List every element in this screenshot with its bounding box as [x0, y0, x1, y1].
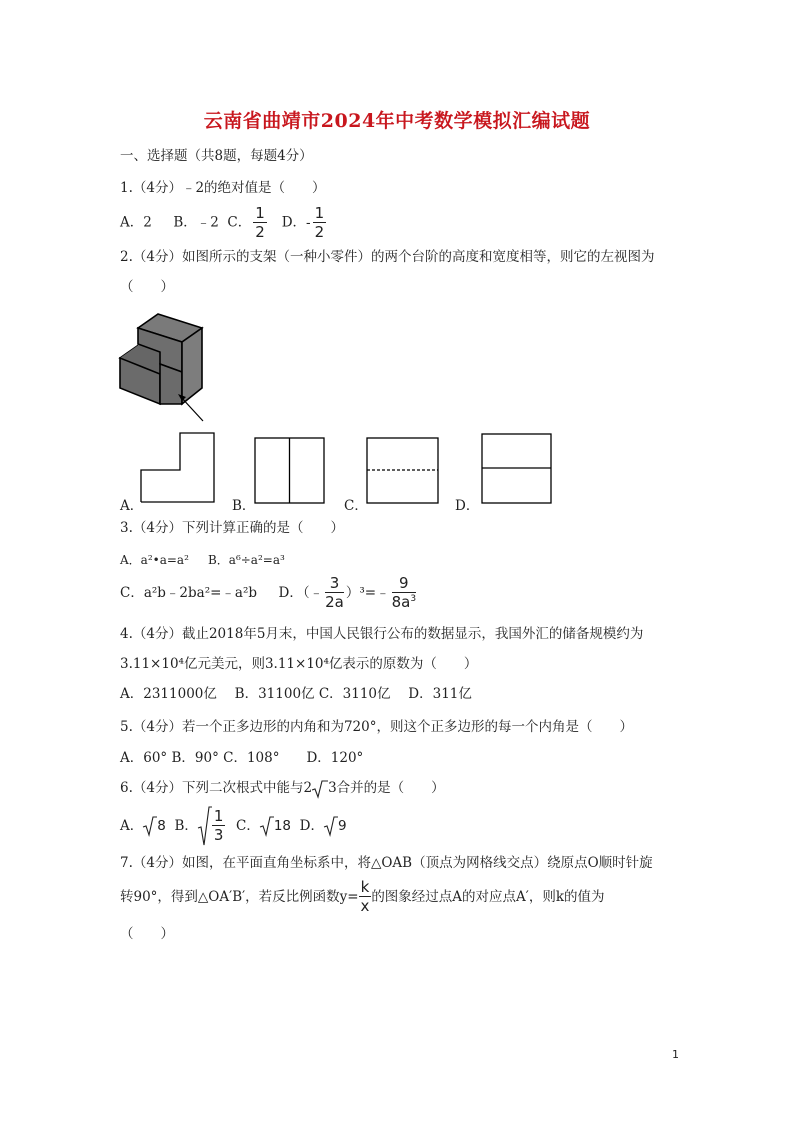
q3-options-cd: C．a²b﹣2ba²=﹣a²b D．（﹣ $\frac{3}{2a}$ ）³=﹣ $\frac{9}{8a^3}$: [120, 574, 417, 611]
question-4: 4.（4分）截止2018年5月末，中国人民银行公布的数据显示，我国外汇的储备规模约为: [120, 626, 644, 642]
bracket-solid-figure: [118, 308, 218, 426]
q3-option-d: D．（﹣: [278, 585, 324, 601]
q3-option-c: C．a²b﹣2ba²=﹣a²b: [120, 585, 258, 601]
sqrt-icon: [143, 816, 157, 836]
question-7: 7.（4分）如图，在平面直角坐标系中，将△OAB（顶点为网格线交点）绕原点O顺时针旋: [120, 855, 653, 871]
sqrt-icon: [198, 806, 212, 846]
sqrt-icon: [260, 816, 274, 836]
q2-option-d-label: D．: [455, 498, 480, 514]
sqrt-icon: [324, 816, 338, 836]
question-2: 2.（4分）如图所示的支架（一种小零件）的两个台阶的高度和宽度相等，则它的左视图为: [120, 249, 655, 265]
q1-option-c: C．: [227, 214, 252, 231]
question-7-paren: （ ）: [120, 926, 174, 942]
q3-d-fraction-1: $\frac{3}{2a}$: [325, 574, 344, 611]
q2-option-a-label: A．: [120, 498, 144, 514]
page-number: 1: [672, 1048, 679, 1061]
q3-option-a: A．a²•a=a²: [120, 553, 189, 567]
question-1: 1.（4分）﹣2的绝对值是（ ）: [120, 180, 326, 196]
q2-option-a-figure: [140, 432, 216, 504]
q3-option-b: B．a⁶÷a²=a³: [207, 553, 285, 567]
q3-options-ab: [120, 551, 285, 569]
q1-option-d: D．: [281, 214, 307, 231]
sqrt-icon: [312, 780, 328, 798]
q2-option-c-figure: [366, 437, 440, 505]
question-3: 3.（4分）下列计算正确的是（ ）: [120, 520, 344, 536]
q4-options: A．2311000亿 B．31100亿 C．3110亿 D．311亿: [120, 686, 472, 702]
q2-option-b-label: B．: [232, 498, 256, 514]
q6-b-fraction: $\frac{1}{3}$: [213, 807, 224, 844]
q1-options: A．2 B．﹣2 C． $\frac{1}{2}$ D．- $\frac{1}{2}$: [120, 204, 325, 241]
q1-d-fraction: $\frac{1}{2}$: [314, 204, 325, 241]
q6-options: A． 8 B． $\frac{1}{3}$ C． 18 D． 9: [120, 807, 347, 844]
question-6: 6.（4分）下列二次根式中能与2 3合并的是（ ）: [120, 780, 445, 796]
question-7-line2: 转90°，得到△OA′B′，若反比例函数y= $\frac{k}{x}$ 的图象经过点A的对应点A′，则k的值为: [120, 878, 605, 915]
q1-option-a: A．2: [120, 214, 152, 231]
question-5: 5.（4分）若一个正多边形的内角和为720°，则这个正多边形的每一个内角是（ ）: [120, 719, 633, 735]
q2-option-c-label: C．: [344, 498, 368, 514]
q7-k-over-x: $\frac{k}{x}$: [360, 878, 370, 915]
question-4-line2: 3.11×10⁴亿元美元，则3.11×10⁴亿表示的原数为（ ）: [120, 656, 478, 672]
q1-c-fraction: $\frac{1}{2}$: [255, 204, 265, 241]
page-title: 云南省曲靖市2024年中考数学模拟汇编试题: [203, 110, 591, 132]
q2-option-b-figure: [254, 437, 326, 505]
q3-d-fraction-2: $\frac{9}{8a^3}$: [391, 574, 417, 611]
section-heading: 一、选择题（共8题，每题4分）: [120, 148, 313, 164]
question-2-paren: （ ）: [120, 279, 174, 295]
q5-options: A．60° B．90° C．108° D．120°: [120, 750, 364, 766]
q1-option-b: B．﹣2: [173, 214, 219, 231]
q2-option-d-figure: [481, 433, 553, 505]
